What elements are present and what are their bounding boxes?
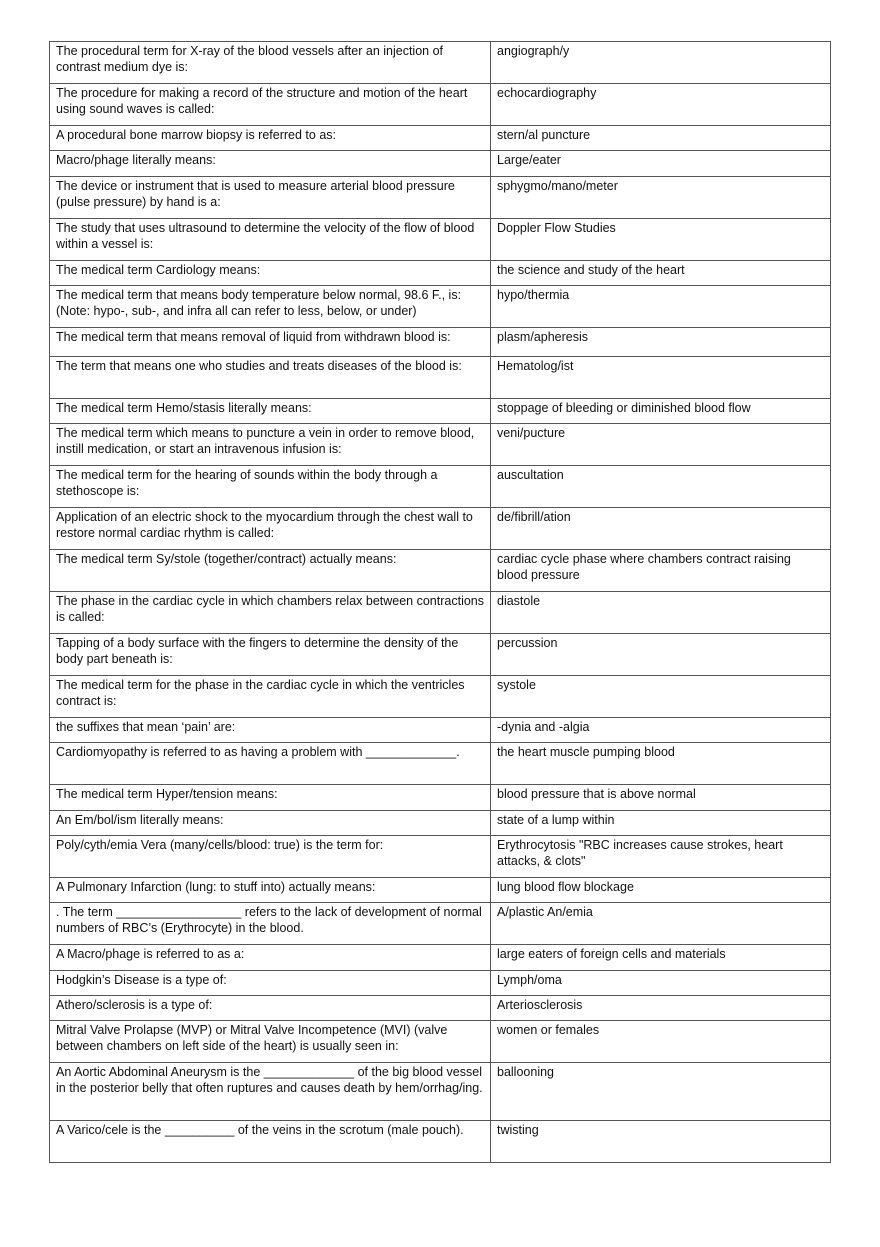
- table-row: [50, 177, 831, 219]
- question-cell: The medical term for the hearing of sounds within the body through a stethoscope is:: [50, 466, 491, 508]
- question-answer-table: [49, 41, 831, 1163]
- table-row: [50, 219, 831, 261]
- question-cell: The procedure for making a record of the structure and motion of the heart using sound waves is called:: [50, 84, 491, 126]
- answer-cell: cardiac cycle phase where chambers contract raising blood pressure: [491, 550, 831, 592]
- table-row: [50, 945, 831, 971]
- table-row: [50, 785, 831, 811]
- answer-cell: sphygmo/mano/meter: [491, 177, 831, 219]
- table-row: [50, 84, 831, 126]
- answer-cell: the heart muscle pumping blood: [491, 743, 831, 785]
- answer-cell: women or females: [491, 1021, 831, 1063]
- answer-cell: hypo/thermia: [491, 286, 831, 328]
- question-cell: A Varico/cele is the __________ of the veins in the scrotum (male pouch).: [50, 1121, 491, 1163]
- question-cell: The medical term that means body temperature below normal, 98.6 F., is: (Note: hypo-, sub-, and infra all can refer to less, below, or under): [50, 286, 491, 328]
- table-row: [50, 550, 831, 592]
- question-cell: Tapping of a body surface with the fingers to determine the density of the body part beneath is:: [50, 634, 491, 676]
- question-cell: The medical term that means removal of liquid from withdrawn blood is:: [50, 328, 491, 357]
- question-cell: The medical term Hemo/stasis literally means:: [50, 399, 491, 424]
- table-row: [50, 1063, 831, 1121]
- answer-cell: Erythrocytosis "RBC increases cause strokes, heart attacks, & clots": [491, 836, 831, 878]
- table-row: [50, 592, 831, 634]
- table-row: [50, 836, 831, 878]
- question-cell: Application of an electric shock to the myocardium through the chest wall to restore normal cardiac rhythm is called:: [50, 508, 491, 550]
- table-row: [50, 996, 831, 1021]
- answer-cell: stoppage of bleeding or diminished blood flow: [491, 399, 831, 424]
- table-row: [50, 508, 831, 550]
- question-cell: The phase in the cardiac cycle in which chambers relax between contractions is called:: [50, 592, 491, 634]
- question-cell: Hodgkin’s Disease is a type of:: [50, 971, 491, 996]
- table-body: [50, 42, 831, 1163]
- table-row: [50, 399, 831, 424]
- table-row: [50, 811, 831, 836]
- table-row: [50, 743, 831, 785]
- question-cell: The study that uses ultrasound to determine the velocity of the flow of blood within a vessel is:: [50, 219, 491, 261]
- question-cell: Athero/sclerosis is a type of:: [50, 996, 491, 1021]
- table-row: [50, 718, 831, 743]
- answer-cell: auscultation: [491, 466, 831, 508]
- question-cell: The medical term Hyper/tension means:: [50, 785, 491, 811]
- table-row: [50, 42, 831, 84]
- answer-cell: echocardiography: [491, 84, 831, 126]
- question-cell: A procedural bone marrow biopsy is referred to as:: [50, 126, 491, 151]
- table-row: [50, 878, 831, 903]
- table-row: [50, 328, 831, 357]
- answer-cell: state of a lump within: [491, 811, 831, 836]
- question-cell: A Macro/phage is referred to as a:: [50, 945, 491, 971]
- answer-cell: systole: [491, 676, 831, 718]
- table-row: [50, 634, 831, 676]
- answer-cell: percussion: [491, 634, 831, 676]
- question-cell: Cardiomyopathy is referred to as having a problem with _____________.: [50, 743, 491, 785]
- table-row: [50, 971, 831, 996]
- question-cell: The medical term Cardiology means:: [50, 261, 491, 286]
- question-cell: The term that means one who studies and treats diseases of the blood is:: [50, 357, 491, 399]
- answer-cell: Arteriosclerosis: [491, 996, 831, 1021]
- question-cell: An Em/bol/ism literally means:: [50, 811, 491, 836]
- table-row: [50, 903, 831, 945]
- document-page: [49, 41, 830, 1163]
- table-row: [50, 357, 831, 399]
- question-cell: The medical term Sy/stole (together/contract) actually means:: [50, 550, 491, 592]
- answer-cell: -dynia and -algia: [491, 718, 831, 743]
- table-row: [50, 286, 831, 328]
- table-row: [50, 466, 831, 508]
- question-cell: An Aortic Abdominal Aneurysm is the _____________ of the big blood vessel in the posterior belly that often ruptures and causes death by hem/orrhag/ing.: [50, 1063, 491, 1121]
- answer-cell: Lymph/oma: [491, 971, 831, 996]
- answer-cell: A/plastic An/emia: [491, 903, 831, 945]
- answer-cell: the science and study of the heart: [491, 261, 831, 286]
- question-cell: Poly/cyth/emia Vera (many/cells/blood: true) is the term for:: [50, 836, 491, 878]
- table-row: [50, 1121, 831, 1163]
- table-row: [50, 1021, 831, 1063]
- answer-cell: veni/pucture: [491, 424, 831, 466]
- answer-cell: diastole: [491, 592, 831, 634]
- question-cell: The procedural term for X-ray of the blood vessels after an injection of contrast medium dye is:: [50, 42, 491, 84]
- table-row: [50, 151, 831, 177]
- table-row: [50, 424, 831, 466]
- answer-cell: Doppler Flow Studies: [491, 219, 831, 261]
- answer-cell: lung blood flow blockage: [491, 878, 831, 903]
- question-cell: A Pulmonary Infarction (lung: to stuff into) actually means:: [50, 878, 491, 903]
- table-row: [50, 126, 831, 151]
- answer-cell: ballooning: [491, 1063, 831, 1121]
- answer-cell: stern/al puncture: [491, 126, 831, 151]
- answer-cell: angiograph/y: [491, 42, 831, 84]
- answer-cell: Large/eater: [491, 151, 831, 177]
- question-cell: The medical term which means to puncture a vein in order to remove blood, instill medication, or start an intravenous infusion is:: [50, 424, 491, 466]
- answer-cell: twisting: [491, 1121, 831, 1163]
- answer-cell: blood pressure that is above normal: [491, 785, 831, 811]
- question-cell: The device or instrument that is used to measure arterial blood pressure (pulse pressure) by hand is a:: [50, 177, 491, 219]
- question-cell: . The term __________________ refers to the lack of development of normal numbers of RBC’s (Erythrocyte) in the blood.: [50, 903, 491, 945]
- question-cell: Macro/phage literally means:: [50, 151, 491, 177]
- table-row: [50, 676, 831, 718]
- answer-cell: de/fibrill/ation: [491, 508, 831, 550]
- question-cell: the suffixes that mean ‘pain’ are:: [50, 718, 491, 743]
- answer-cell: plasm/apheresis: [491, 328, 831, 357]
- answer-cell: Hematolog/ist: [491, 357, 831, 399]
- answer-cell: large eaters of foreign cells and materials: [491, 945, 831, 971]
- table-row: [50, 261, 831, 286]
- question-cell: Mitral Valve Prolapse (MVP) or Mitral Valve Incompetence (MVI) (valve between chambers on left side of the heart) is usually seen in:: [50, 1021, 491, 1063]
- question-cell: The medical term for the phase in the cardiac cycle in which the ventricles contract is:: [50, 676, 491, 718]
